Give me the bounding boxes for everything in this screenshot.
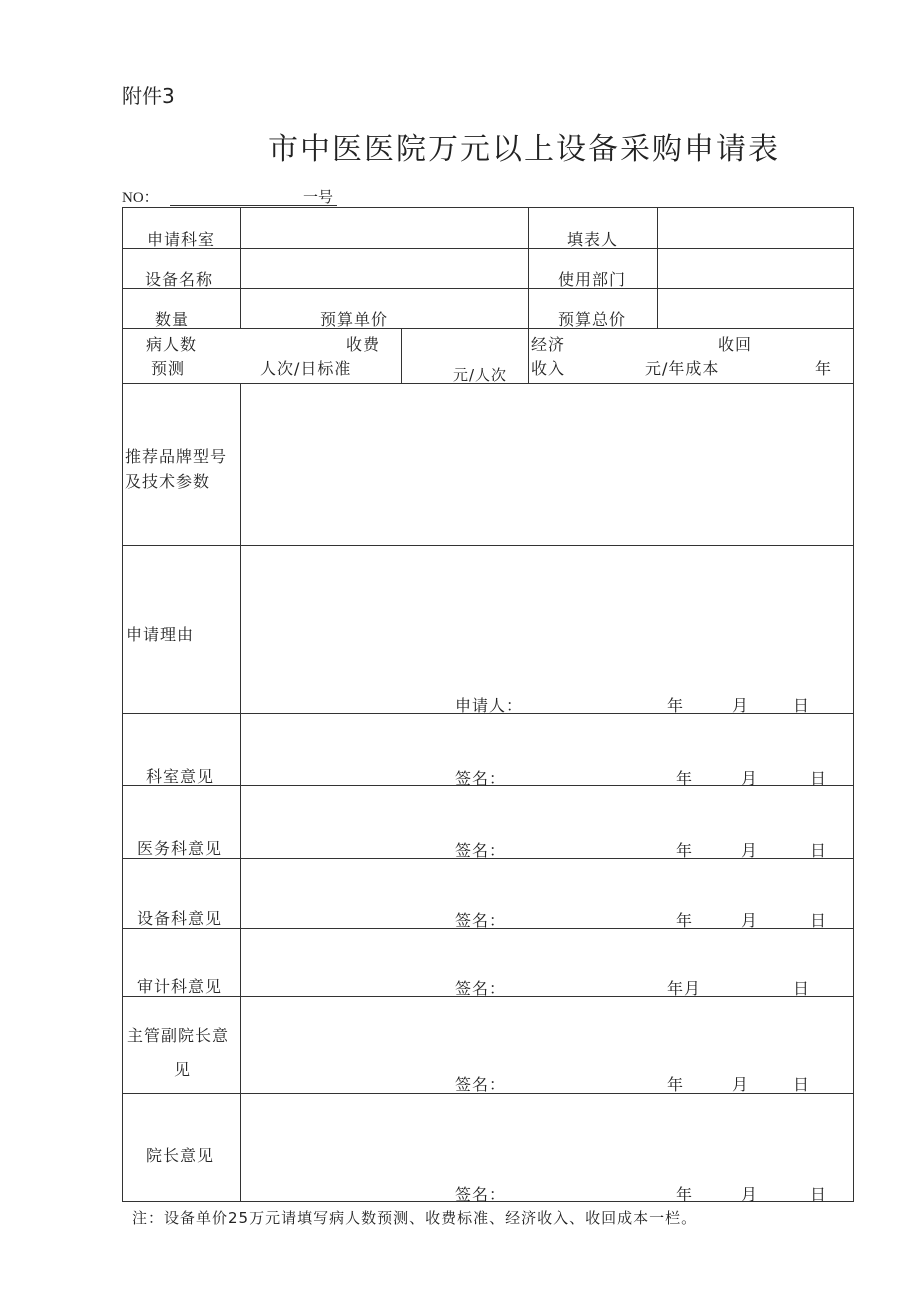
device-name-field[interactable] xyxy=(242,250,527,287)
date-year: 年 xyxy=(676,769,694,788)
fee-label: 收费 xyxy=(346,335,381,354)
row-divider xyxy=(122,328,854,329)
brand-specs-field[interactable] xyxy=(242,385,852,544)
filler-label: 填表人 xyxy=(567,230,619,249)
unit-price-label: 预算单价 xyxy=(320,310,389,329)
applicant-label: 申请人： xyxy=(455,696,524,715)
date-day: 日 xyxy=(810,769,828,788)
vp-opinion-label-line2: 见 xyxy=(174,1060,192,1079)
yuan-per-person-label: 元/人次 xyxy=(453,366,508,384)
footnote: 注：设备单价25万元请填写病人数预测、收费标准、经济收入、收回成本一栏。 xyxy=(132,1209,698,1227)
sign-label: 签名： xyxy=(455,841,507,860)
audit-opinion-label: 审计科意见 xyxy=(137,977,223,996)
reason-label: 申请理由 xyxy=(126,625,195,644)
sign-label: 签名： xyxy=(455,769,507,788)
date-month: 月 xyxy=(732,696,750,715)
date-day: 日 xyxy=(793,696,811,715)
president-opinion-label: 院长意见 xyxy=(146,1146,215,1165)
date-day: 日 xyxy=(793,979,811,998)
date-month: 月 xyxy=(741,841,759,860)
date-day: 日 xyxy=(810,841,828,860)
recover-year-unit: 年 xyxy=(815,359,833,378)
medical-opinion-label: 医务科意见 xyxy=(137,839,223,858)
patients-label-line2: 预测 xyxy=(151,359,186,378)
patients-label-line1: 病人数 xyxy=(146,335,198,354)
col-divider xyxy=(657,207,658,328)
col-divider xyxy=(401,328,402,383)
dept-label: 申请科室 xyxy=(147,230,216,249)
form-number-label: NO： xyxy=(122,190,159,206)
date-year: 年 xyxy=(667,696,685,715)
dept-field[interactable] xyxy=(242,209,527,247)
col-divider xyxy=(240,383,241,1201)
use-dept-field[interactable] xyxy=(659,250,852,287)
date-year: 年 xyxy=(676,1185,694,1204)
recover-label: 收回 xyxy=(718,335,753,354)
person-times-label: 人次/日标准 xyxy=(260,359,352,378)
table-border-right xyxy=(853,207,854,1201)
total-price-label: 预算总价 xyxy=(558,310,627,329)
table-border-top xyxy=(122,207,854,208)
date-month: 月 xyxy=(741,769,759,788)
row-divider xyxy=(122,545,854,546)
date-month: 月 xyxy=(741,1185,759,1204)
row-divider xyxy=(122,248,854,249)
equipment-opinion-label: 设备科意见 xyxy=(137,909,223,928)
sign-label: 签名： xyxy=(455,979,507,998)
yuan-year-cost-label: 元/年成本 xyxy=(645,359,720,378)
date-month: 月 xyxy=(732,1075,750,1094)
vp-opinion-label-line1: 主管副院长意 xyxy=(127,1026,230,1045)
date-year: 年 xyxy=(676,911,694,930)
quantity-label: 数量 xyxy=(155,310,190,329)
device-name-label: 设备名称 xyxy=(145,270,214,289)
use-dept-label: 使用部门 xyxy=(558,270,627,289)
reason-field[interactable] xyxy=(242,547,852,687)
row-divider xyxy=(122,288,854,289)
sign-label: 签名： xyxy=(455,911,507,930)
date-day: 日 xyxy=(793,1075,811,1094)
attachment-label: 附件3 xyxy=(122,84,175,108)
brand-label-line1: 推荐品牌型号 xyxy=(125,447,228,466)
sign-label: 签名： xyxy=(455,1075,507,1094)
sign-label: 签名： xyxy=(455,1185,507,1204)
econ-label-line1: 经济 xyxy=(531,335,566,354)
date-day: 日 xyxy=(810,1185,828,1204)
date-day: 日 xyxy=(810,911,828,930)
date-year: 年 xyxy=(676,841,694,860)
brand-label-line2: 及技术参数 xyxy=(125,472,211,491)
total-price-field[interactable] xyxy=(659,290,852,327)
dept-opinion-label: 科室意见 xyxy=(146,767,215,786)
date-month: 月 xyxy=(741,911,759,930)
col-divider xyxy=(240,207,241,328)
form-title: 市中医医院万元以上设备采购申请表 xyxy=(268,132,780,167)
filler-field[interactable] xyxy=(659,209,852,247)
form-number-suffix: 一号 xyxy=(303,188,334,206)
col-divider xyxy=(528,207,529,383)
date-year: 年 xyxy=(667,1075,685,1094)
date-year-month: 年月 xyxy=(667,979,702,998)
table-border-left xyxy=(122,207,123,1201)
econ-label-line2: 收入 xyxy=(531,359,566,378)
